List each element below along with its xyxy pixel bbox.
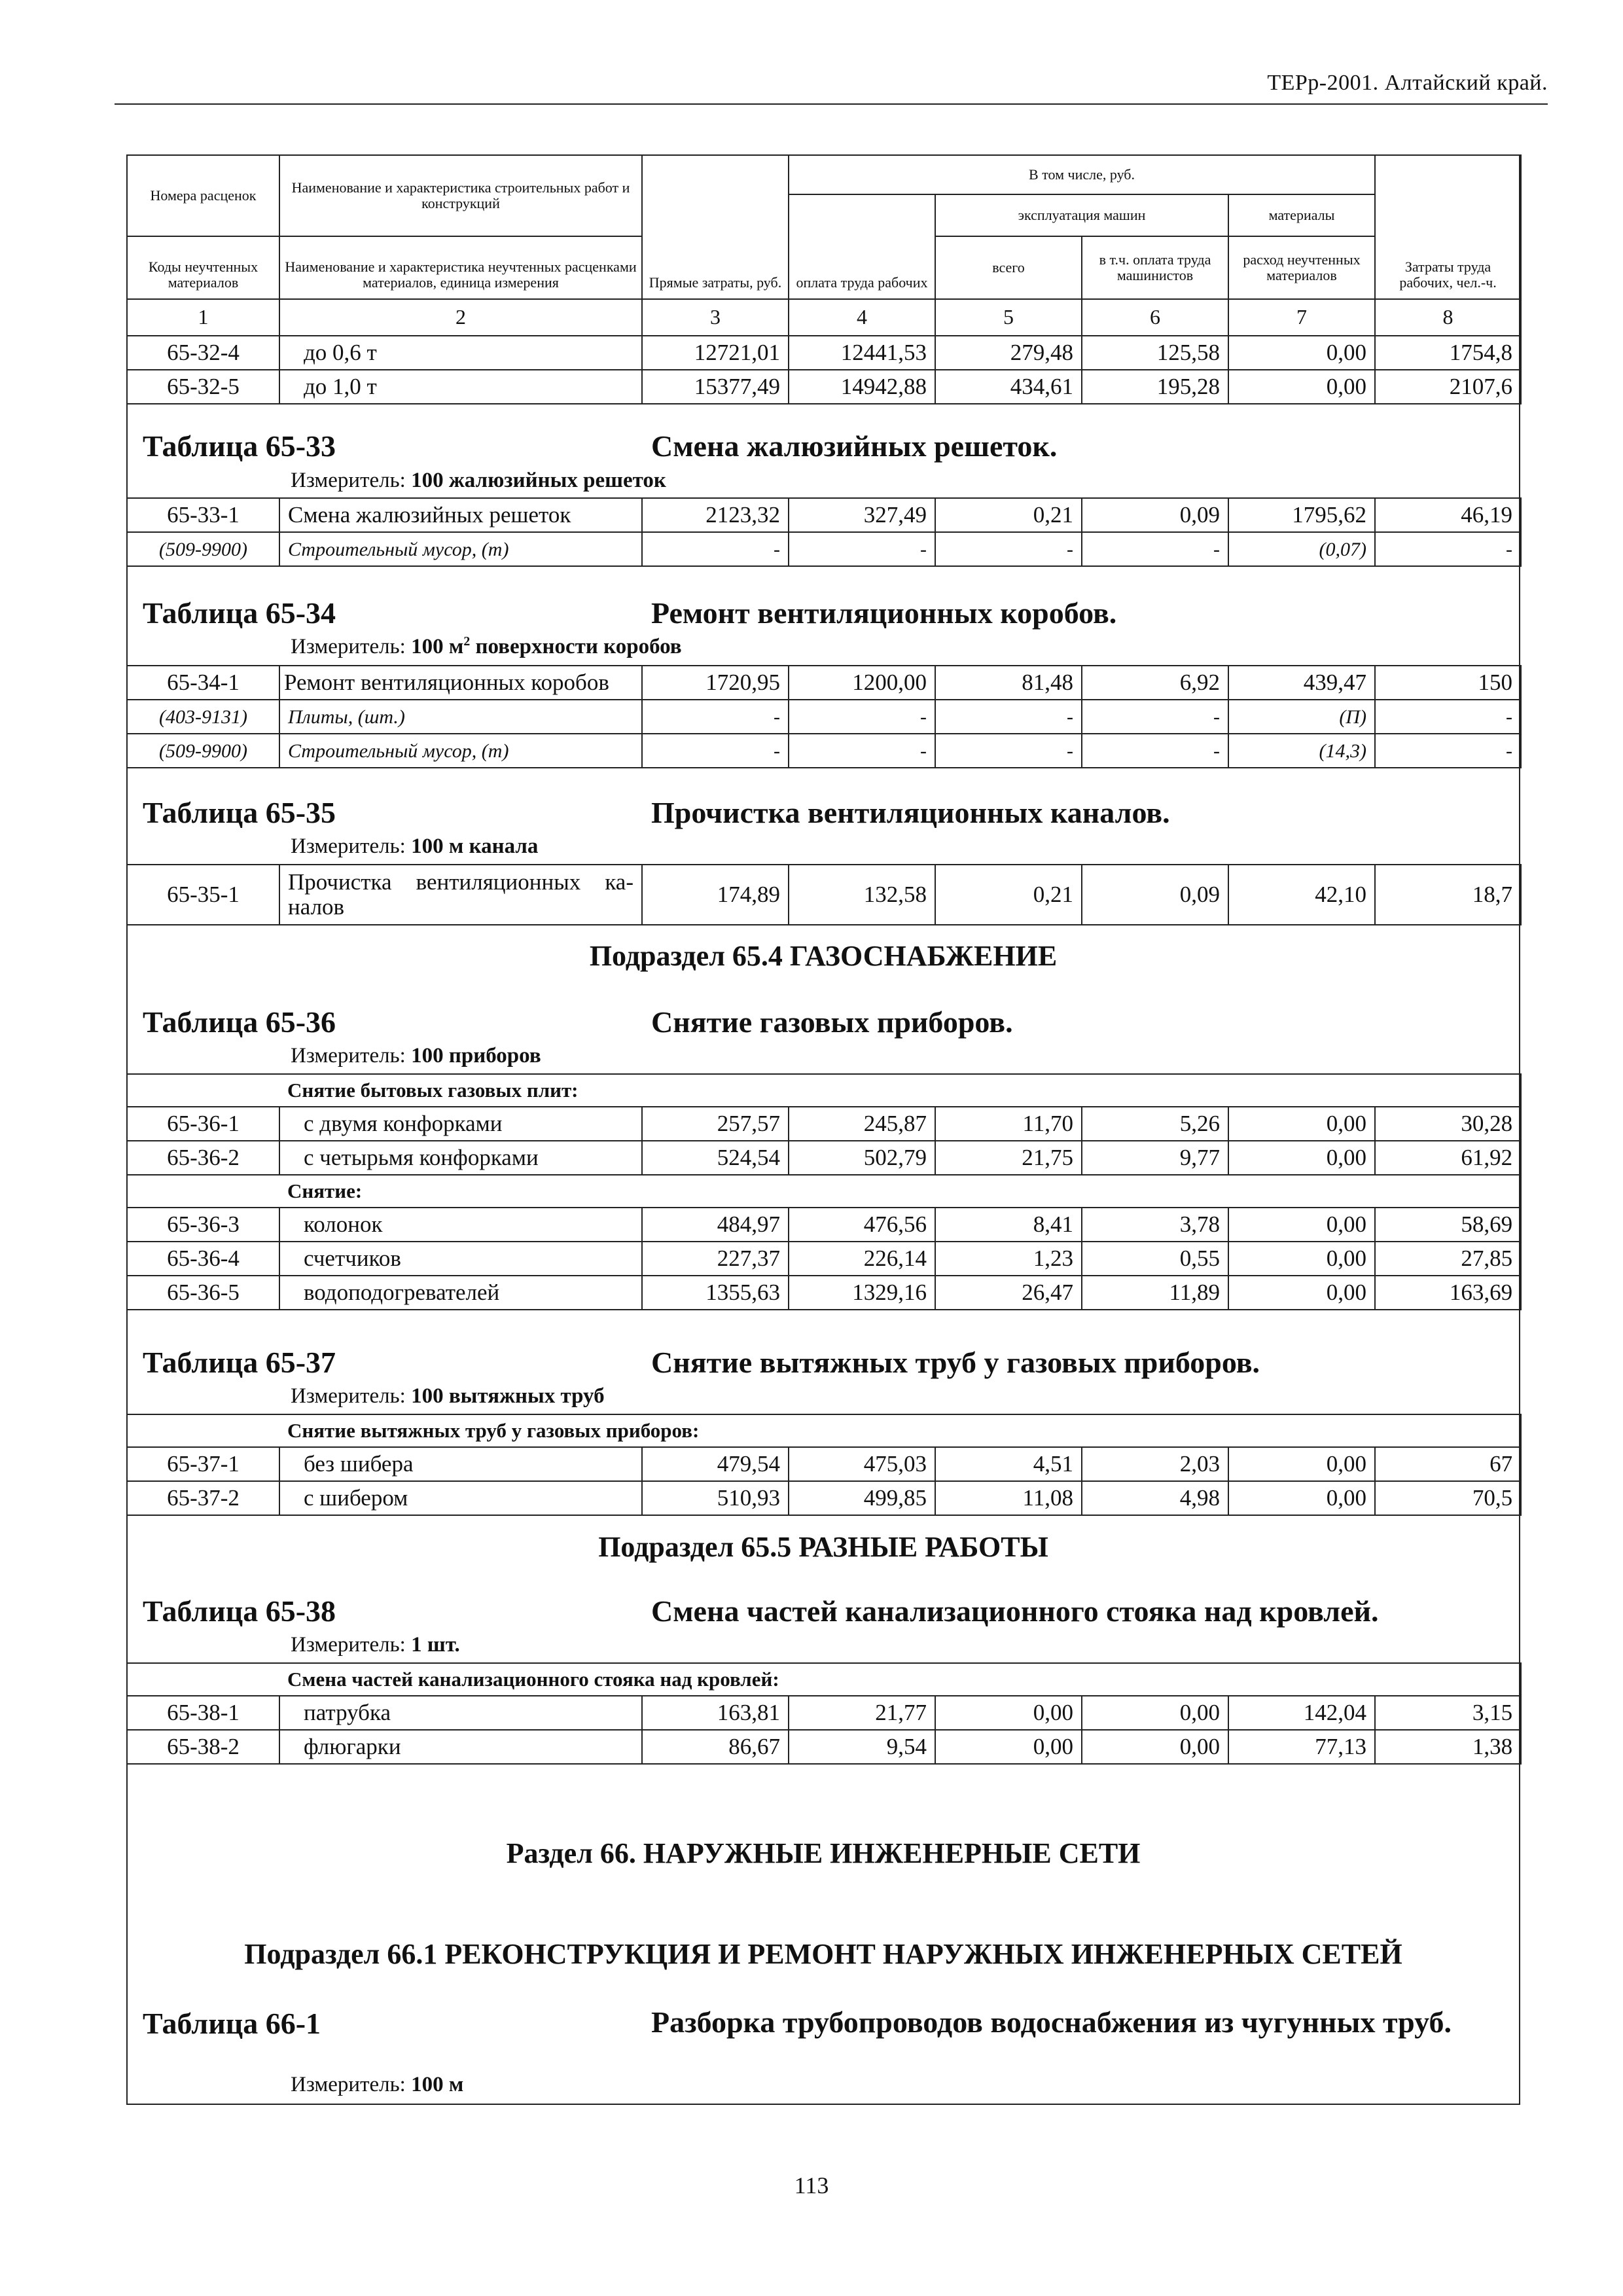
measure: Измеритель: 1 шт. <box>291 1633 460 1657</box>
hdr-name-top: Наименование и характеристика строительных работ и конструкций <box>279 155 642 236</box>
col-num: 6 <box>1082 299 1228 336</box>
header-rule <box>115 103 1548 105</box>
table-label: Таблица 65-35 <box>143 796 336 829</box>
subheading: Смена частей канализационного стояка над кровлей: <box>279 1663 1521 1696</box>
measure: Измеритель: 100 вытяжных труб <box>291 1384 605 1408</box>
hdr-labor-cost: Затраты труда рабочих, чел.-ч. <box>1375 155 1521 299</box>
table-label: Таблица 65-33 <box>143 429 336 463</box>
subsection-title: Подраздел 65.5 РАЗНЫЕ РАБОТЫ <box>598 1531 1048 1563</box>
table-65-37 <box>126 1414 1522 1516</box>
measure: Измеритель: 100 жалюзийных решеток <box>291 469 666 492</box>
header-table <box>126 154 1522 404</box>
table-65-38 <box>126 1662 1522 1765</box>
col-num: 5 <box>935 299 1082 336</box>
col-num: 3 <box>642 299 789 336</box>
table-title: Смена частей канализационного стояка над кровлей. <box>651 1594 1379 1628</box>
table-title: Смена жалюзийных решеток. <box>651 429 1058 463</box>
table-row: (403-9131) Плиты, (шт.) - - - - (П) - <box>127 700 1521 734</box>
table-row: 65-37-1 без шибера 479,54 475,03 4,51 2,03 0,00 67 <box>127 1447 1521 1481</box>
running-head: ТЕРр-2001. Алтайский край. <box>1267 71 1548 95</box>
table-row: 65-36-5 водоподогревателей 1355,63 1329,16 26,47 11,89 0,00 163,69 <box>127 1276 1521 1310</box>
table-row: 65-36-3 колонок 484,97 476,56 8,41 3,78 0,00 58,69 <box>127 1208 1521 1242</box>
table-row: 65-38-1 патрубка 163,81 21,77 0,00 0,00 142,04 3,15 <box>127 1696 1521 1730</box>
table-row: 65-35-1 Прочистка вентиляционных ка-налов 174,89 132,58 0,21 0,09 42,10 18,7 <box>127 865 1521 925</box>
table-row: 65-36-2 с четырьмя конфорками 524,54 502,79 21,75 9,77 0,00 61,92 <box>127 1141 1521 1175</box>
page-number: 113 <box>794 2172 829 2198</box>
subsection-title: Подраздел 66.1 РЕКОНСТРУКЦИЯ И РЕМОНТ НАРУЖНЫХ ИНЖЕНЕРНЫХ СЕТЕЙ <box>244 1938 1402 1970</box>
hdr-materials: материалы <box>1228 194 1375 236</box>
table-65-34 <box>126 665 1522 768</box>
table-row: (509-9900) Строительный мусор, (т) - - - - (0,07) - <box>127 532 1521 566</box>
subheading: Снятие бытовых газовых плит: <box>279 1074 1521 1107</box>
hdr-machines-total: всего <box>935 236 1082 299</box>
section-title: Раздел 66. НАРУЖНЫЕ ИНЖЕНЕРНЫЕ СЕТИ <box>506 1837 1141 1869</box>
hdr-codes-top: Номера расценок <box>127 155 279 236</box>
col-num: 7 <box>1228 299 1375 336</box>
subheading: Снятие: <box>279 1175 1521 1208</box>
measure: Измеритель: 100 приборов <box>291 1044 541 1067</box>
table-row: 65-32-4 до 0,6 т 12721,01 12441,53 279,48 125,58 0,00 1754,8 <box>127 336 1521 370</box>
table-row: 65-32-5 до 1,0 т 15377,49 14942,88 434,61 195,28 0,00 2107,6 <box>127 370 1521 404</box>
table-label: Таблица 66-1 <box>143 2007 321 2040</box>
table-row: 65-33-1 Смена жалюзийных решеток 2123,32 327,49 0,21 0,09 1795,62 46,19 <box>127 498 1521 532</box>
col-num: 4 <box>789 299 935 336</box>
col-num: 8 <box>1375 299 1521 336</box>
measure: Измеритель: 100 м <box>291 2073 464 2096</box>
col-num: 2 <box>279 299 642 336</box>
hdr-name-bottom: Наименование и характеристика неучтенных расценками материалов, единица измерения <box>279 236 642 299</box>
table-title: Прочистка вентиляционных каналов. <box>651 796 1170 829</box>
hdr-machines-labor: в т.ч. оплата труда машинистов <box>1082 236 1228 299</box>
subheading: Снятие вытяжных труб у газовых приборов: <box>279 1414 1521 1447</box>
table-65-36 <box>126 1073 1522 1310</box>
table-label: Таблица 65-34 <box>143 596 336 630</box>
hdr-direct-costs: Прямые затраты, руб. <box>642 155 789 299</box>
table-title: Разборка трубопроводов водоснабжения из чугунных труб. <box>651 2005 1452 2039</box>
hdr-incl: В том числе, руб. <box>789 155 1375 194</box>
table-row: 65-36-4 счетчиков 227,37 226,14 1,23 0,55 0,00 27,85 <box>127 1242 1521 1276</box>
hdr-machines: эксплуатация машин <box>935 194 1228 236</box>
table-row: 65-34-1 Ремонт вентиляционных коробов 1720,95 1200,00 81,48 6,92 439,47 150 <box>127 666 1521 700</box>
table-65-33 <box>126 497 1522 567</box>
table-label: Таблица 65-36 <box>143 1005 336 1039</box>
table-row: (509-9900) Строительный мусор, (т) - - - - (14,3) - <box>127 734 1521 768</box>
hdr-materials-unaccounted: расход неучтенных материалов <box>1228 236 1375 299</box>
table-label: Таблица 65-37 <box>143 1346 336 1379</box>
col-num: 1 <box>127 299 279 336</box>
table-65-35 <box>126 864 1522 925</box>
table-label: Таблица 65-38 <box>143 1594 336 1628</box>
table-title: Снятие газовых приборов. <box>651 1005 1013 1039</box>
table-title: Ремонт вентиляционных коробов. <box>651 596 1117 630</box>
measure: Измеритель: 100 м канала <box>291 834 539 858</box>
subsection-title: Подраздел 65.4 ГАЗОСНАБЖЕНИЕ <box>589 940 1058 972</box>
table-row: 65-36-1 с двумя конфорками 257,57 245,87 11,70 5,26 0,00 30,28 <box>127 1107 1521 1141</box>
hdr-codes-bottom: Коды неучтенных материалов <box>127 236 279 299</box>
measure: Измеритель: 100 $м^2$ поверхности коробов <box>291 634 682 658</box>
hdr-labor: оплата труда рабочих <box>789 194 935 299</box>
table-row: 65-38-2 флюгарки 86,67 9,54 0,00 0,00 77,13 1,38 <box>127 1730 1521 1764</box>
table-title: Снятие вытяжных труб у газовых приборов. <box>651 1346 1260 1379</box>
table-row: 65-37-2 с шибером 510,93 499,85 11,08 4,98 0,00 70,5 <box>127 1481 1521 1515</box>
